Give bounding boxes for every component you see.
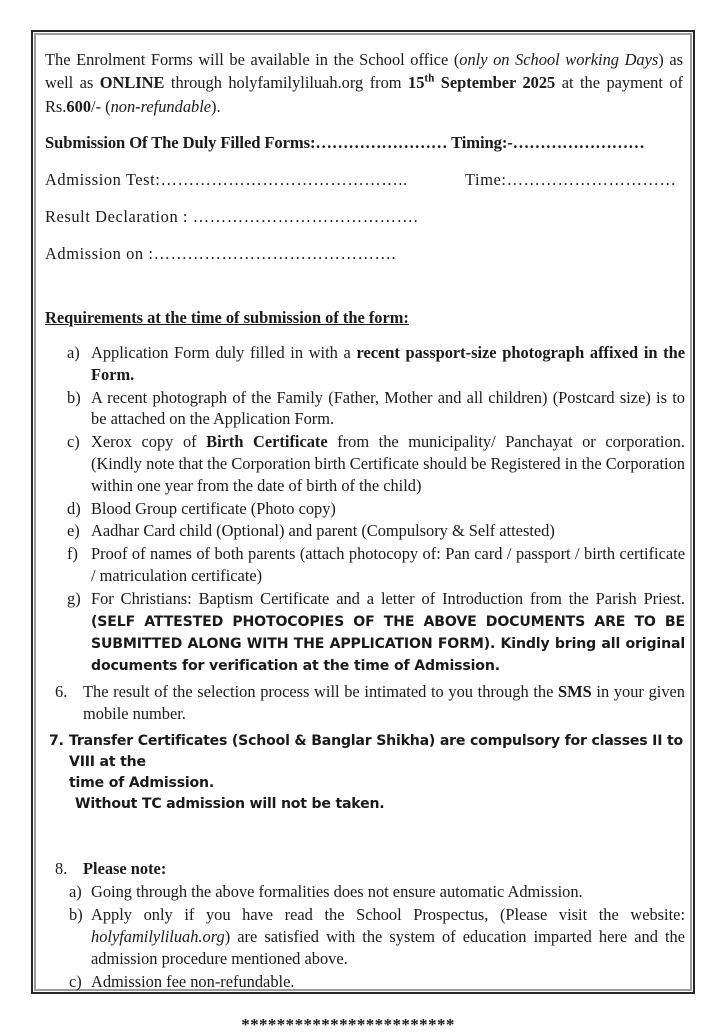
intro-text-3: through holyfamilyliluah.org from	[164, 73, 408, 93]
numbered-item-7	[41, 731, 685, 816]
list-item	[41, 520, 685, 542]
document-page	[31, 30, 695, 1035]
intro-fee-amount: 600	[66, 96, 92, 116]
requirement-b-text: A recent photograph of the Family (Father, Mother and all children) (Postcard size) is to be attached on the Application Form.	[91, 387, 685, 429]
list-marker: 6.	[55, 681, 68, 701]
list-marker: c)	[67, 432, 80, 452]
list-item	[41, 431, 685, 496]
intro-date-ordinal-suffix: th	[424, 72, 435, 85]
intro-text-2: ) as well as	[45, 50, 683, 93]
footer-asterisk-divider: ************************	[241, 1015, 455, 1035]
please-note-title: Please note:	[83, 859, 167, 879]
list-item	[41, 342, 685, 386]
list-marker: 7.	[49, 732, 64, 749]
requirement-d-text: Blood Group certificate (Photo copy)	[91, 498, 336, 518]
list-item	[41, 387, 685, 431]
note-b-text-2: ) are satisfied with the system of education imparted here and the admission procedure mentioned above.	[91, 927, 685, 969]
field-row-result-declaration	[41, 207, 685, 227]
result-declaration-label: Result Declaration : ………………………………….	[45, 206, 419, 226]
self-attested-notice: (SELF ATTESTED PHOTOCOPIES OF THE ABOVE DOCUMENTS ARE TO BE SUBMITTED ALONG WITH THE APPLICATION FORM). Kindly bring all original documents for verification at the time of Admission.	[91, 613, 685, 675]
spacer	[41, 815, 685, 859]
requirement-c-text-1: Xerox copy of	[91, 432, 207, 452]
item6-text-1: The result of the selection process will be intimated to you through the	[83, 681, 559, 701]
list-marker: f)	[67, 544, 78, 564]
requirement-a-text: Application Form duly filled in with a	[91, 342, 357, 362]
submission-heading: Submission Of The Duly Filled Forms:…………………… Timing:-……………………	[45, 132, 645, 152]
requirement-a-bold: recent passport-size photograph affixed in the Form.	[91, 342, 686, 384]
list-marker: b)	[67, 387, 81, 407]
list-marker: d)	[67, 498, 81, 518]
admission-on-label: Admission on :…………………………………….	[45, 243, 397, 263]
note-c-text: Admission fee non-refundable.	[91, 972, 295, 992]
list-item	[41, 543, 685, 587]
requirements-heading: Requirements at the time of submission of the form:	[45, 307, 409, 327]
requirement-e-text: Aadhar Card child (Optional) and parent (Compulsory & Self attested)	[91, 521, 555, 541]
requirement-c-bold: Birth Certificate	[206, 432, 328, 452]
intro-text-1: The Enrolment Forms will be available in the School office (	[45, 50, 460, 69]
intro-paragraph	[41, 48, 685, 118]
list-marker: g)	[67, 588, 81, 608]
item6-text-2: in your given mobile number.	[83, 681, 685, 723]
numbered-item-8	[41, 859, 685, 879]
item7-line-2: time of Admission.	[69, 774, 215, 791]
requirement-f-text: Proof of names of both parents (attach photocopy of: Pan card / passport / birth certificate / matriculation certificate)	[91, 544, 685, 586]
please-note-list	[41, 881, 685, 993]
field-row-admission-on	[41, 244, 685, 264]
item7-line-3: Without TC admission will not be taken.	[75, 795, 385, 812]
intro-online-label: ONLINE	[99, 73, 165, 93]
intro-date-day: 15	[408, 73, 425, 93]
intro-text-4: at the payment of Rs.	[45, 73, 683, 116]
list-marker: b)	[69, 905, 83, 925]
field-row-admission-test	[41, 170, 685, 190]
intro-emphasis-non-refundable: non-refundable	[110, 96, 212, 116]
list-item	[41, 498, 685, 520]
requirement-c-text-2: from the municipality/ Panchayat or corporation. (Kindly note that the Corporation birth Certificate should be Registered in the Corporation within one year from the date of birth of the child)	[91, 432, 685, 495]
intro-text-6: ).	[211, 96, 221, 116]
admission-test-time-label: Time:…………………………	[465, 169, 677, 189]
requirement-g-text: For Christians: Baptism Certificate and a letter of Introduction from the Parish Priest.	[91, 588, 685, 608]
list-item	[41, 971, 685, 993]
item6-bold-sms: SMS	[558, 681, 592, 701]
note-b-text-1: Apply only if you have read the School Prospectus, (Please visit the website:	[91, 905, 685, 925]
note-b-website: holyfamilyliluah.org	[91, 927, 225, 947]
list-marker: a)	[67, 342, 80, 362]
numbered-item-6	[41, 681, 685, 725]
note-a-text: Going through the above formalities does not ensure automatic Admission.	[91, 882, 583, 902]
list-marker: 8.	[55, 859, 68, 879]
list-item	[41, 588, 685, 677]
item7-line-1: Transfer Certificates (School & Banglar Shikha) are compulsory for classes II to VIII at the	[69, 732, 683, 770]
admission-test-label: Admission Test:……………………………………..	[45, 169, 408, 189]
list-marker: e)	[67, 521, 80, 541]
list-item	[41, 881, 685, 903]
list-marker: a)	[69, 882, 82, 902]
intro-date-month-year: September 2025	[434, 73, 556, 93]
intro-emphasis-working-days: only on School working Days	[459, 50, 659, 69]
requirements-list	[41, 342, 685, 677]
list-item	[41, 904, 685, 970]
page-content	[33, 32, 693, 1035]
list-marker: c)	[69, 972, 82, 992]
intro-text-5: /- (	[91, 96, 111, 116]
